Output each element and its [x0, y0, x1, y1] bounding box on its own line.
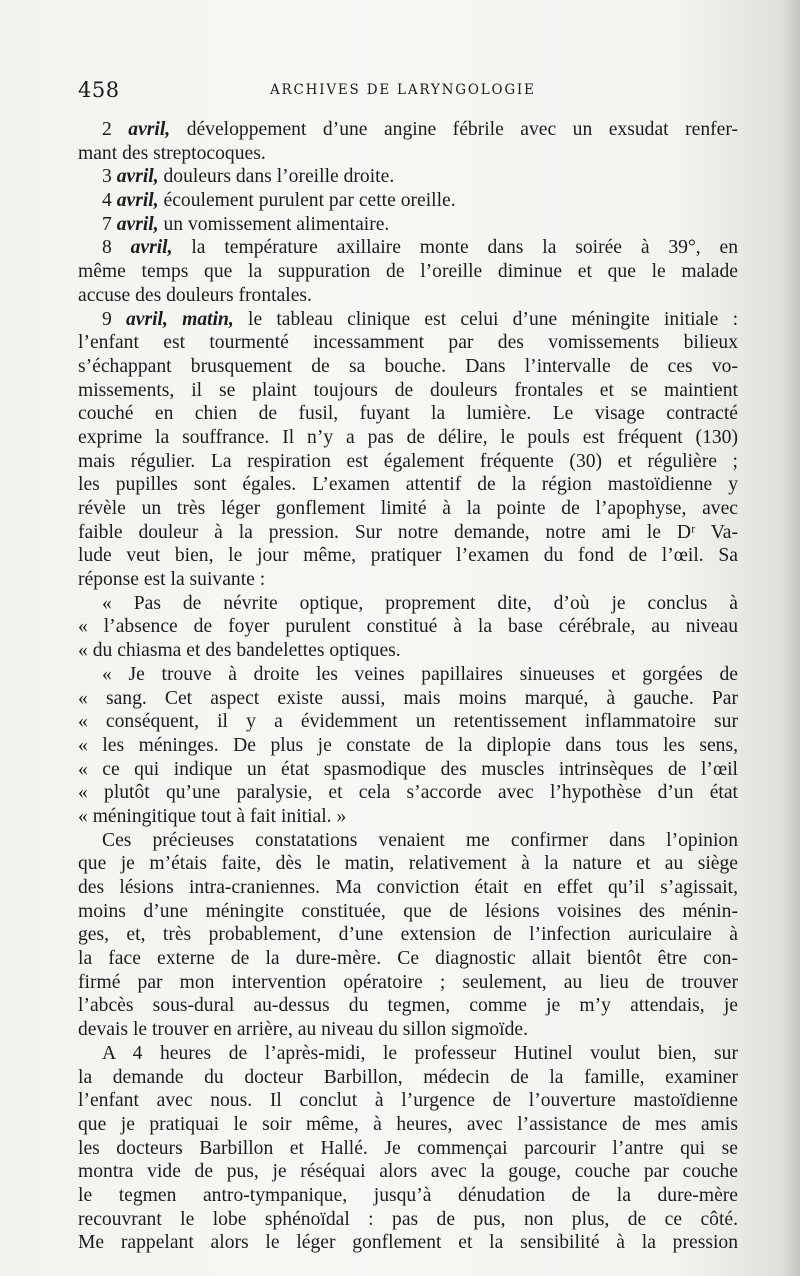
text-line: « l’absence de foyer purulent constitué à la base cérébrale, au niveau [78, 616, 738, 638]
text-line: le tegmen antro-tympanique, jusqu’à dénudation de la dure-mère [78, 1184, 738, 1206]
text-line: s’échappant brusquement de sa bouche. Dans l’intervalle de ces vo- [78, 355, 738, 377]
page-header [78, 78, 738, 104]
text-line: « méningitique tout à fait initial. » [78, 805, 347, 827]
date-label: avril, [130, 237, 173, 259]
text-line: « conséquent, il y a évidemment un retentissement inflammatoire sur [78, 711, 738, 733]
date-label: avril, [116, 166, 159, 188]
text-line: que je pratiquai le soir même, à heures, avec l’assistance de mes amis [78, 1113, 738, 1135]
text-line: « du chiasma et des bandelettes optiques. [78, 640, 401, 662]
text-line: « Je trouve à droite les veines papillaires sinueuses et gorgées de [102, 663, 738, 685]
text-line: lude veut bien, le jour même, pratiquer l’examen du fond de l’œil. Sa [78, 545, 738, 567]
text-line: recouvrant le lobe sphénoïdal : pas de pus, non plus, de ce côté. [78, 1208, 738, 1230]
text-line: exprime la souffrance. Il n’y a pas de délire, le pouls est fréquent (130) [78, 426, 738, 448]
text-line: « plutôt qu’une paralysie, et cela s’accorde avec l’hypothèse d’un état [78, 782, 738, 804]
text-line: 7 avril, un vomissement alimentaire. [102, 213, 390, 235]
text-line: 3 avril, douleurs dans l’oreille droite. [102, 166, 395, 188]
page-edge-shadow [778, 0, 800, 1276]
text-line: 4 avril, écoulement purulent par cette oreille. [102, 190, 456, 212]
text-line: révèle un très léger gonflement limité à la pointe de l’apophyse, avec [78, 498, 738, 519]
text-line: ges, et, très probablement, d’une extension de l’infection auriculaire à [78, 924, 738, 946]
text-line: les pupilles sont égales. L’examen attentif de la région mastoïdienne y [78, 474, 738, 496]
text-line: 9 avril, matin, le tableau clinique est celui d’une méningite initiale : [102, 308, 738, 330]
text-line: accuse des douleurs frontales. [78, 284, 312, 306]
text-line: « sang. Cet aspect existe aussi, mais moins marqué, à gauche. Par [78, 687, 738, 709]
text-line: moins d’une méningite constituée, que de lésions voisines des ménin- [78, 900, 738, 922]
text-line: des lésions intra-craniennes. Ma conviction était en effet qu’il s’agissait, [78, 877, 738, 898]
text-line: que je m’étais faite, dès le matin, relativement à la nature et au siège [78, 853, 738, 875]
text-line: devais le trouver en arrière, au niveau du sillon sigmoïde. [78, 1019, 528, 1041]
text-line: firmé par mon intervention opératoire ; seulement, au lieu de trouver [78, 971, 738, 993]
text-line: « Pas de névrite optique, proprement dite, d’où je conclus à [102, 592, 738, 614]
date-label: avril, matin, [126, 308, 234, 330]
text-line: Me rappelant alors le léger gonflement et la sensibilité à la pression [78, 1232, 738, 1254]
text-line: l’abcès sous-dural au-dessus du tegmen, comme je m’y attendais, je [78, 995, 738, 1017]
date-label: avril, [116, 190, 159, 212]
text-line: montra vide de pus, je réséquai alors avec la gouge, couche par couche [78, 1161, 738, 1183]
date-label: avril, [116, 213, 159, 235]
text-line: réponse est la suivante : [78, 569, 266, 591]
text-line: A 4 heures de l’après-midi, le professeur Hutinel voulut bien, sur [102, 1042, 738, 1064]
text-line: les docteurs Barbillon et Hallé. Je commençai parcourir l’antre qui se [78, 1137, 738, 1159]
text-line: l’enfant avec nous. Il conclut à l’urgence de l’ouverture mastoïdienne [78, 1090, 738, 1112]
running-head: ARCHIVES DE LARYNGOLOGIE [270, 82, 536, 98]
text-line: Ces précieuses constatations venaient me confirmer dans l’opinion [102, 829, 738, 851]
text-line: l’enfant est tourmenté incessamment par des vomissements bilieux [78, 332, 738, 354]
text-line: 2 avril, développement d’une angine fébrile avec un exsudat renfer- [102, 119, 738, 140]
text-line: 8 avril, la température axillaire monte dans la soirée à 39°, en [102, 237, 738, 259]
text-line: la face externe de la dure-mère. Ce diagnostic allait bientôt être con- [78, 948, 738, 970]
body-text [78, 118, 738, 1255]
date-label: avril, [128, 119, 171, 140]
page-number: 458 [78, 78, 120, 102]
text-line: mant des streptocoques. [78, 142, 266, 164]
text-line: « les méninges. De plus je constate de la diplopie dans tous les sens, [78, 734, 738, 756]
text-line: missements, il se plaint toujours de douleurs frontales et se maintient [78, 379, 738, 401]
text-line: mais régulier. La respiration est également fréquente (30) et régulière ; [78, 450, 738, 472]
text-line: la demande du docteur Barbillon, médecin de la famille, examiner [78, 1066, 738, 1088]
text-line: faible douleur à la pression. Sur notre demande, notre ami le Dʳ Va- [78, 521, 738, 543]
text-line: couché en chien de fusil, fuyant la lumière. Le visage contracté [78, 403, 738, 425]
text-line: « ce qui indique un état spasmodique des muscles intrinsèques de l’œil [78, 758, 738, 780]
text-line: même temps que la suppuration de l’oreille diminue et que le malade [78, 261, 738, 283]
